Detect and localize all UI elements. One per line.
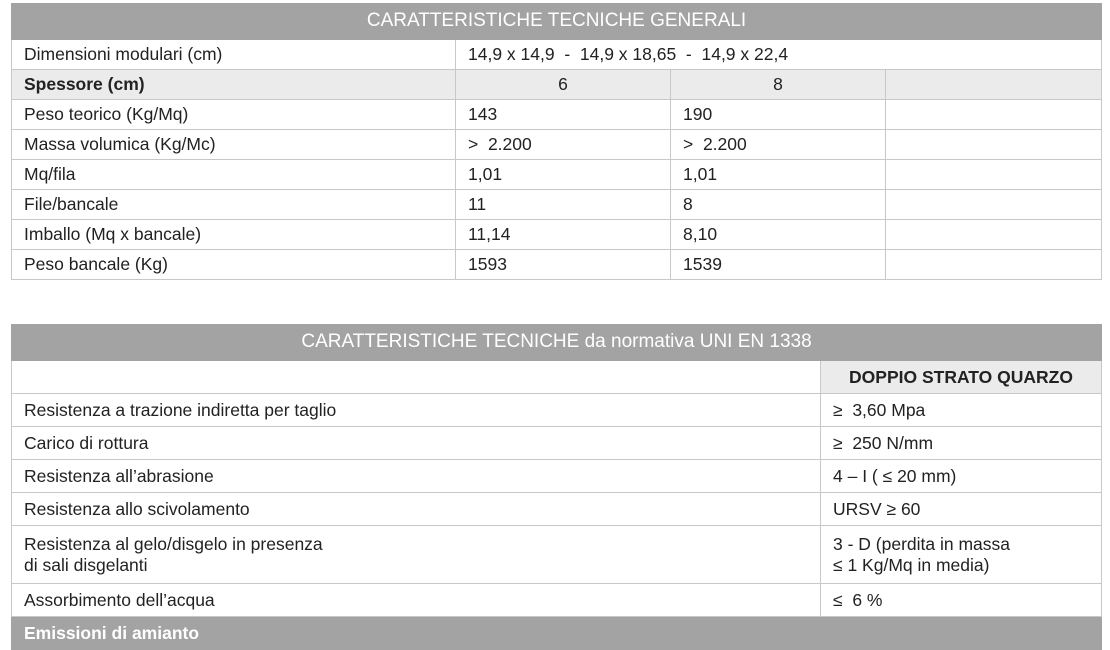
row-value-6: 1593	[456, 250, 671, 280]
row-value-8: 190	[671, 100, 886, 130]
norm-specs-table	[11, 324, 1102, 650]
row-value-6: 143	[456, 100, 671, 130]
table-row	[12, 250, 1102, 280]
table-row	[12, 493, 1102, 526]
empty-cell	[886, 70, 1102, 100]
row-label: Carico di rottura	[12, 427, 821, 460]
table-row	[12, 427, 1102, 460]
table-row	[12, 394, 1102, 427]
row-label: Peso bancale (Kg)	[12, 250, 456, 280]
table-row	[12, 100, 1102, 130]
table-row	[12, 160, 1102, 190]
norm-specs-header	[12, 325, 1102, 361]
norm-specs-title: CARATTERISTICHE TECNICHE da normativa UNI EN 1338	[12, 325, 1102, 361]
empty-cell	[886, 250, 1102, 280]
thickness-row	[12, 70, 1102, 100]
row-value-8: 1,01	[671, 160, 886, 190]
norm-column-header-row	[12, 361, 1102, 394]
row-label: Resistenza a trazione indiretta per taglio	[12, 394, 821, 427]
general-specs-table	[11, 3, 1102, 280]
row-value: ≥ 250 N/mm	[821, 427, 1102, 460]
row-value-6: > 2.200	[456, 130, 671, 160]
table-row	[12, 130, 1102, 160]
thickness-8: 8	[671, 70, 886, 100]
empty-cell	[886, 100, 1102, 130]
label-line: di sali disgelanti	[24, 554, 148, 575]
dimensions-label: Dimensioni modulari (cm)	[12, 40, 456, 70]
table-row	[12, 526, 1102, 584]
row-value: ≤ 6 %	[821, 584, 1102, 617]
thickness-6: 6	[456, 70, 671, 100]
empty-cell	[886, 130, 1102, 160]
row-value	[821, 526, 1102, 584]
empty-cell	[886, 160, 1102, 190]
row-value: ≥ 3,60 Mpa	[821, 394, 1102, 427]
row-value-8: > 2.200	[671, 130, 886, 160]
dimensions-value: 14,9 x 14,9 - 14,9 x 18,65 - 14,9 x 22,4	[456, 40, 1102, 70]
row-label: Mq/fila	[12, 160, 456, 190]
row-value-8: 8,10	[671, 220, 886, 250]
column-header-doppio-strato: DOPPIO STRATO QUARZO	[821, 361, 1102, 394]
row-value: 4 – I ( ≤ 20 mm)	[821, 460, 1102, 493]
value-line: ≤ 1 Kg/Mq in media)	[833, 554, 990, 575]
table-row	[12, 584, 1102, 617]
row-label: Peso teorico (Kg/Mq)	[12, 100, 456, 130]
value-line: 3 - D (perdita in massa	[833, 533, 1011, 554]
empty-cell	[886, 220, 1102, 250]
row-label: Imballo (Mq x bancale)	[12, 220, 456, 250]
row-value-8: 1539	[671, 250, 886, 280]
row-label: Assorbimento dell’acqua	[12, 584, 821, 617]
row-value-6: 1,01	[456, 160, 671, 190]
row-value: URSV ≥ 60	[821, 493, 1102, 526]
table-row	[12, 460, 1102, 493]
row-label: Resistenza allo scivolamento	[12, 493, 821, 526]
general-specs-title: CARATTERISTICHE TECNICHE GENERALI	[12, 4, 1102, 40]
row-label	[12, 526, 821, 584]
table-row	[12, 220, 1102, 250]
row-value-6: 11,14	[456, 220, 671, 250]
thickness-label: Spessore (cm)	[12, 70, 456, 100]
row-value-6: 11	[456, 190, 671, 220]
table-row	[12, 40, 1102, 70]
empty-cell	[12, 361, 821, 394]
table-row	[12, 190, 1102, 220]
label-line: Resistenza al gelo/disgelo in presenza	[24, 533, 323, 554]
empty-cell	[886, 190, 1102, 220]
row-label: File/bancale	[12, 190, 456, 220]
table-row	[12, 617, 1102, 650]
row-label: Emissioni di amianto	[12, 617, 821, 650]
general-specs-header	[12, 4, 1102, 40]
row-value	[821, 617, 1102, 650]
row-label: Massa volumica (Kg/Mc)	[12, 130, 456, 160]
row-label: Resistenza all’abrasione	[12, 460, 821, 493]
row-value-8: 8	[671, 190, 886, 220]
